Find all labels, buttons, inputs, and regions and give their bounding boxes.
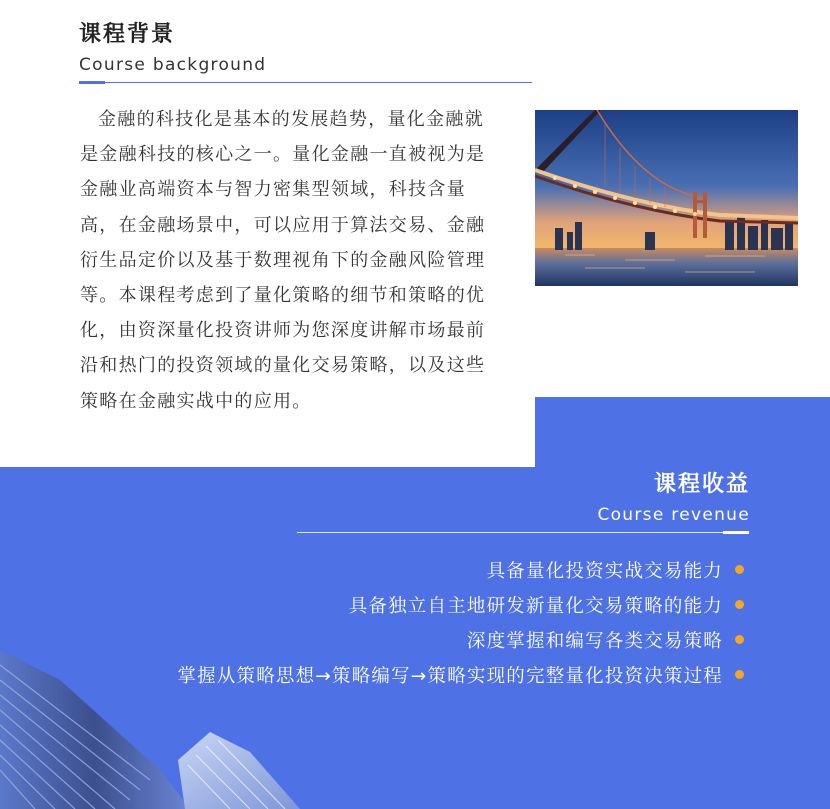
benefit-item bbox=[177, 657, 744, 692]
benefit-text: 具备量化投资实战交易能力 bbox=[486, 560, 723, 582]
bullet-dot-icon bbox=[735, 565, 744, 574]
bullet-dot-icon bbox=[735, 635, 744, 644]
benefit-text: 具备独立自主地研发新量化交易策略的能力 bbox=[348, 595, 723, 617]
revenue-divider-accent bbox=[723, 531, 749, 534]
benefit-item bbox=[177, 552, 744, 587]
benefit-text: 掌握从策略思想→策略编写→策略实现的完整量化投资决策过程 bbox=[177, 665, 723, 687]
background-divider-accent bbox=[79, 81, 105, 84]
benefit-item bbox=[177, 587, 744, 622]
background-title: 课程背景 bbox=[79, 22, 176, 47]
benefit-text: 深度掌握和编写各类交易策略 bbox=[466, 630, 723, 652]
benefit-list bbox=[177, 552, 744, 692]
bridge-photo bbox=[535, 110, 798, 286]
benefit-item bbox=[177, 622, 744, 657]
background-paragraph: 金融的科技化是基本的发展趋势，量化金融就是金融科技的核心之一。量化金融一直被视为是金融业高端资本与智力密集型领域，科技含量高，在金融场景中，可以应用于算法交易、金融衍生品定价以及基于数理视角下的金融风险管理等。本课程考虑到了量化策略的细节和策略的优化，由资深量化投资讲师为您深度讲解市场最前沿和热门的投资领域的量化交易策略，以及这些策略在金融实战中的应用。 bbox=[80, 109, 486, 412]
revenue-divider bbox=[297, 532, 749, 533]
background-divider bbox=[79, 82, 532, 83]
revenue-subtitle: Course revenue bbox=[597, 505, 750, 525]
background-subtitle: Course background bbox=[79, 55, 267, 75]
revenue-title: 课程收益 bbox=[653, 472, 750, 497]
bullet-dot-icon bbox=[735, 600, 744, 609]
bullet-dot-icon bbox=[735, 670, 744, 679]
